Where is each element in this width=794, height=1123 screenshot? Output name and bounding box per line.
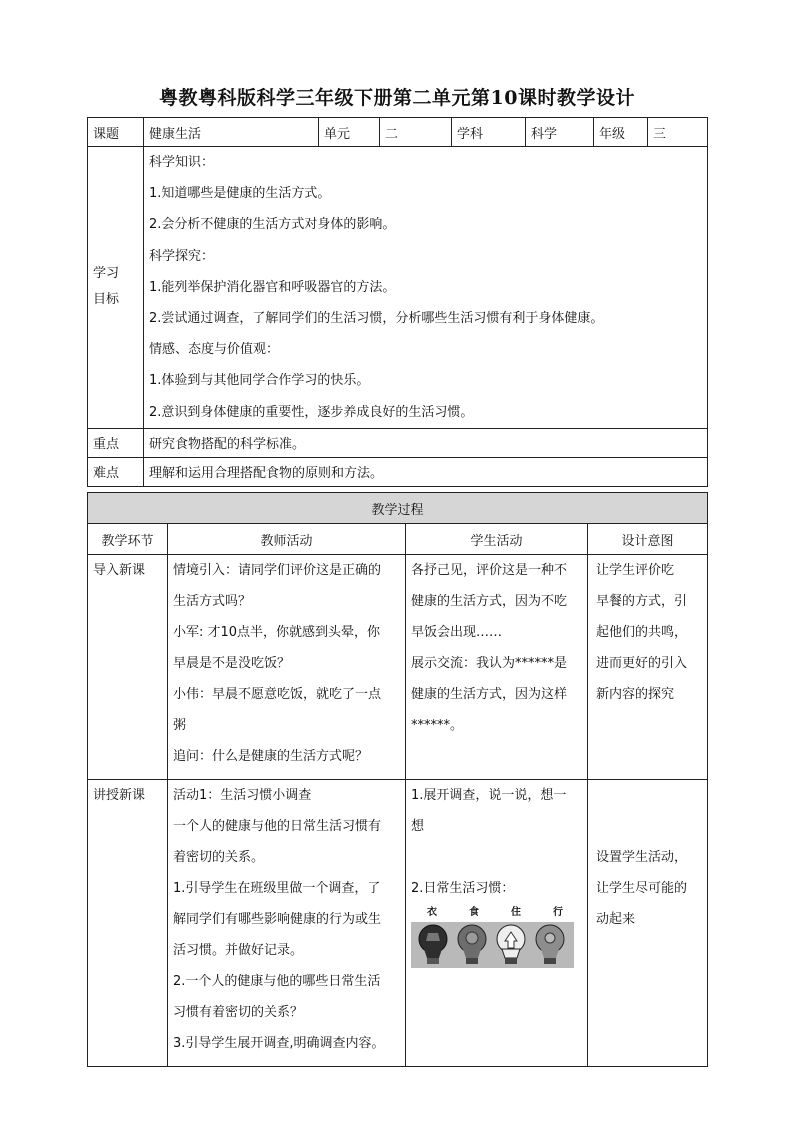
teacher-line: 习惯有着密切的关系？ xyxy=(173,1005,304,1020)
col-header-stage: 教学环节 xyxy=(88,524,168,555)
bulb-icon-food xyxy=(458,925,486,964)
teacher-line: 小伟：早晨不愿意吃饭，就吃了一点 xyxy=(173,687,382,702)
bulb-label-clothing: 衣 xyxy=(427,907,437,918)
teacher-activity-intro xyxy=(168,555,406,780)
subject-label: 学科 xyxy=(452,118,526,147)
key-point-row xyxy=(88,428,708,457)
bulb-labels xyxy=(412,906,587,920)
goals-row xyxy=(88,147,708,429)
student-activity-intro xyxy=(406,555,588,780)
goal-line: 科学探究： xyxy=(149,248,215,264)
intent-line: 早餐的方式，引 xyxy=(596,594,688,609)
process-row-new xyxy=(88,780,708,1067)
topic-label: 课题 xyxy=(88,118,144,147)
page-title: 粤教粤科版科学三年级下册第二单元第10课时教学设计 xyxy=(159,87,635,109)
teacher-line: 粥 xyxy=(173,718,187,733)
process-header-row xyxy=(88,524,708,555)
teacher-line: 追问：什么是健康的生活方式呢？ xyxy=(173,749,369,764)
teacher-line: 着密切的关系。 xyxy=(173,850,265,865)
intent-new xyxy=(588,780,708,1067)
stage-new: 讲授新课 xyxy=(88,780,168,1067)
intent-line: 设置学生活动， xyxy=(596,850,688,865)
teacher-line: 早晨是不是没吃饭？ xyxy=(173,656,291,671)
goals-label-line2: 目标 xyxy=(93,292,120,308)
process-title-row xyxy=(88,493,708,524)
daily-habits-label: 2.日常生活习惯： xyxy=(411,881,515,896)
grade-value: 三 xyxy=(648,118,708,147)
teacher-line: 生活方式吗？ xyxy=(173,594,252,609)
lightbulb-icons xyxy=(411,922,574,968)
teacher-line: 小军: 才10点半，你就感到头晕，你 xyxy=(173,625,381,640)
bulb-icon-housing xyxy=(497,925,525,964)
teacher-line: 1.引导学生在班级里做一个调查，了 xyxy=(173,881,381,896)
lesson-info-table xyxy=(87,117,708,487)
goal-line: 科学知识： xyxy=(149,155,215,170)
goals-label-line1: 学习 xyxy=(93,266,120,282)
goal-line: 1.能列举保护消化器官和呼吸器官的方法。 xyxy=(149,279,396,295)
intent-intro xyxy=(588,555,708,780)
bulb-label-housing: 住 xyxy=(511,907,521,918)
process-row-intro xyxy=(88,555,708,780)
student-line: ******。 xyxy=(411,718,464,733)
student-line: 想 xyxy=(411,819,425,834)
teacher-line: 解同学们有哪些影响健康的行为或生 xyxy=(173,912,382,927)
teacher-line: 活动1：生活习惯小调查 xyxy=(173,788,312,803)
goal-line: 1.体验到与其他同学合作学习的快乐。 xyxy=(149,373,370,389)
col-header-teacher: 教师活动 xyxy=(168,524,406,555)
student-line: 健康的生活方式，因为不吃 xyxy=(411,594,568,609)
unit-value: 二 xyxy=(380,118,452,147)
goal-line: 1.知道哪些是健康的生活方式。 xyxy=(149,186,331,202)
bulb-icon-clothing xyxy=(419,925,447,964)
header-row xyxy=(88,118,708,147)
col-header-student: 学生活动 xyxy=(406,524,588,555)
student-activity-new xyxy=(406,780,588,1067)
student-line: 展示交流：我认为******是 xyxy=(411,656,568,671)
intent-line: 起他们的共鸣， xyxy=(596,625,688,640)
bulb-icon-travel xyxy=(536,925,564,964)
stage-intro: 导入新课 xyxy=(88,555,168,780)
subject-value: 科学 xyxy=(526,118,594,147)
goal-line: 2.尝试通过调查，了解同学们的生活习惯，分析哪些生活习惯有利于身体健康。 xyxy=(149,311,604,327)
process-table xyxy=(87,492,708,1067)
key-point-label: 重点 xyxy=(88,428,144,457)
intent-line: 进而更好的引入 xyxy=(596,656,688,671)
goals-content xyxy=(144,147,708,429)
intent-line: 让学生尽可能的 xyxy=(596,881,688,896)
teacher-line: 3.引导学生展开调查,明确调查内容。 xyxy=(173,1036,385,1051)
teacher-line: 一个人的健康与他的日常生活习惯有 xyxy=(173,819,382,834)
intent-line: 动起来 xyxy=(596,912,636,927)
lightbulb-illustration xyxy=(411,922,574,968)
student-line: 健康的生活方式，因为这样 xyxy=(411,687,568,702)
bulb-label-food: 食 xyxy=(469,907,479,918)
student-line: 1.展开调查，说一说，想一 xyxy=(411,788,567,803)
goal-line: 情感、态度与价值观： xyxy=(149,342,280,358)
goal-line: 2.会分析不健康的生活方式对身体的影响。 xyxy=(149,217,396,233)
key-point-value: 研究食物搭配的科学标准。 xyxy=(144,428,708,457)
intent-line: 让学生评价吃 xyxy=(596,563,675,578)
goals-lines xyxy=(149,147,707,428)
teacher-activity-new xyxy=(168,780,406,1067)
bulb-label-travel: 行 xyxy=(553,907,563,918)
difficulty-label: 难点 xyxy=(88,457,144,486)
difficulty-value: 理解和运用合理搭配食物的原则和方法。 xyxy=(144,457,708,486)
teacher-line: 2.一个人的健康与他的哪些日常生活 xyxy=(173,974,381,989)
goal-line: 2.意识到身体健康的重要性，逐步养成良好的生活习惯。 xyxy=(149,404,474,420)
goals-label xyxy=(88,147,144,429)
col-header-intent: 设计意图 xyxy=(588,524,708,555)
grade-label: 年级 xyxy=(594,118,648,147)
student-line: 各抒己见，评价这是一种不 xyxy=(411,563,568,578)
unit-label: 单元 xyxy=(319,118,380,147)
process-title: 教学过程 xyxy=(88,493,708,524)
difficulty-row xyxy=(88,457,708,486)
intent-line: 新内容的探究 xyxy=(596,687,675,702)
teacher-line: 活习惯。并做好记录。 xyxy=(173,943,304,958)
student-line: 早饭会出现…… xyxy=(411,625,503,640)
topic-value: 健康生活 xyxy=(144,118,319,147)
teacher-line: 情境引入：请同学们评价这是正确的 xyxy=(173,563,382,578)
